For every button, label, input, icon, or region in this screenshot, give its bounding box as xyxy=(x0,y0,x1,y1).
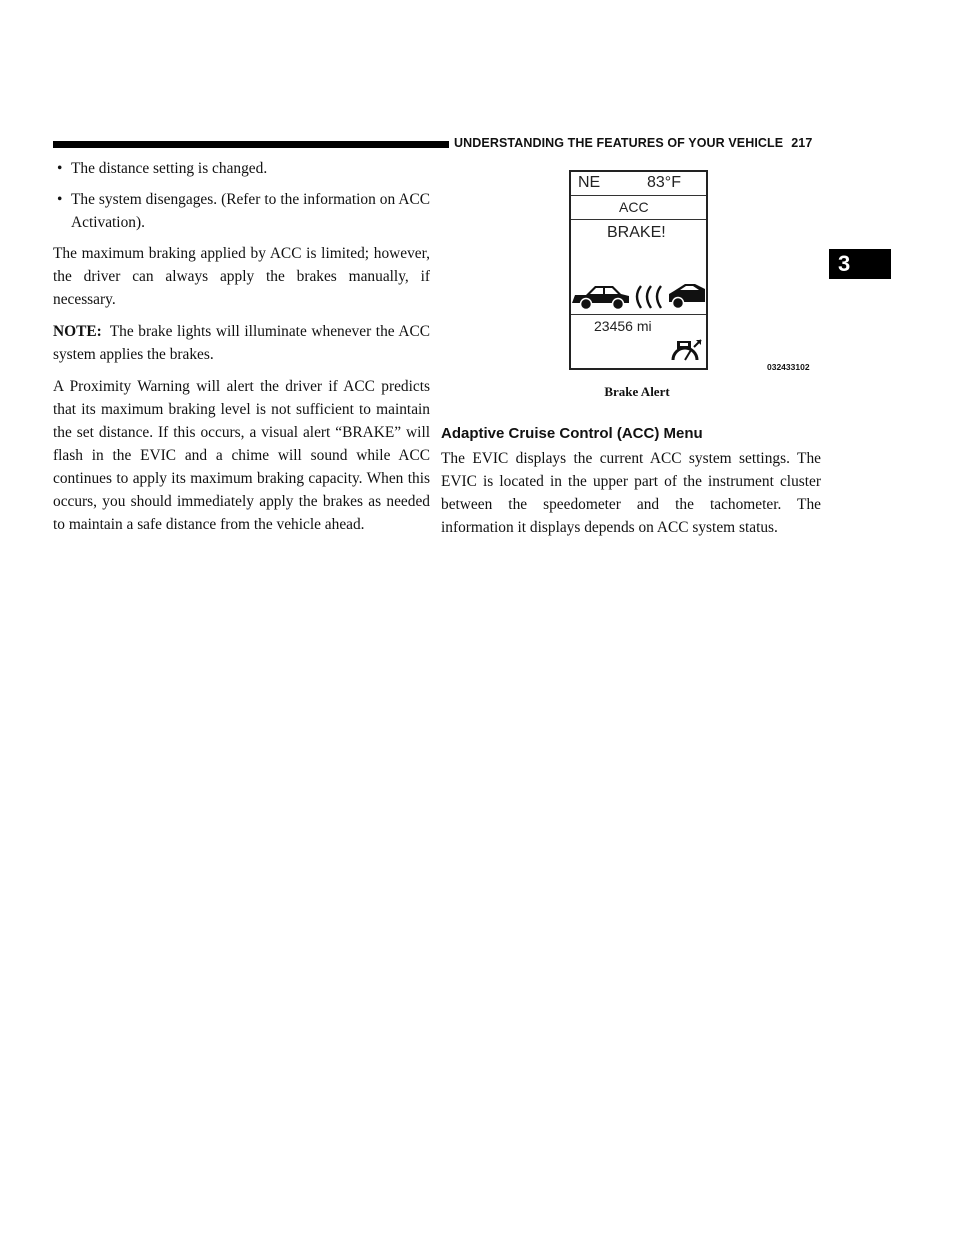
outside-temperature: 83°F xyxy=(647,174,681,191)
display-divider xyxy=(571,195,706,196)
paragraph-proximity-warning: A Proximity Warning will alert the driver if ACC predicts that its maximum braking level is not sufficient to maintain the set distance. If this occurs, a visual alert “BRAKE” will flash in the EVIC and a chime will sound while ACC continues to apply its maximum braking capacity. When this occurs, you should immediately apply the brakes as needed to maintain a safe distance from the vehicle ahead. xyxy=(53,378,430,533)
bullet-text: The distance setting is changed. xyxy=(71,160,268,177)
compass-heading: NE xyxy=(578,174,601,191)
bullet-icon: • xyxy=(57,191,63,208)
display-divider xyxy=(571,314,706,315)
note-text: The brake lights will illuminate whenever the ACC system applies the brakes. xyxy=(53,323,430,363)
bullet-item xyxy=(53,188,430,234)
own-car-icon xyxy=(572,286,629,310)
bullet-text: The system disengages. (Refer to the information on ACC Activation). xyxy=(71,191,430,231)
left-column xyxy=(53,157,430,545)
running-header xyxy=(454,136,812,150)
chapter-tab: 3 xyxy=(829,249,891,279)
lead-car-icon xyxy=(669,284,705,309)
header-title: UNDERSTANDING THE FEATURES OF YOUR VEHICLE xyxy=(454,136,784,150)
paragraph-braking-limit: The maximum braking applied by ACC is limited; however, the driver can always apply the brakes manually, if necessary. xyxy=(53,245,430,308)
note-label: NOTE: xyxy=(53,323,102,340)
figure-code: 032433102 xyxy=(767,362,810,372)
display-divider xyxy=(571,219,706,220)
odometer-reading: 23456 mi xyxy=(594,318,652,334)
brake-alert-text: BRAKE! xyxy=(607,224,666,241)
right-column xyxy=(441,425,821,548)
bullet-item xyxy=(53,157,430,180)
paragraph-evic-description: The EVIC displays the current ACC system settings. The EVIC is located in the upper part of the instrument cluster between the speedometer and the tachometer. The information it displays depends on ACC system status. xyxy=(441,450,821,536)
note-paragraph xyxy=(53,320,430,366)
following-vehicles-graphic xyxy=(571,278,706,318)
page-number: 217 xyxy=(791,136,813,150)
section-heading: Adaptive Cruise Control (ACC) Menu xyxy=(441,425,703,442)
proximity-waves-icon xyxy=(637,286,661,308)
header-bar xyxy=(53,141,449,148)
acc-mode-label: ACC xyxy=(619,199,649,215)
figure-caption: Brake Alert xyxy=(604,384,670,399)
evic-display-figure xyxy=(569,170,708,370)
acc-gauge-icon xyxy=(671,338,703,364)
bullet-icon: • xyxy=(57,160,63,177)
